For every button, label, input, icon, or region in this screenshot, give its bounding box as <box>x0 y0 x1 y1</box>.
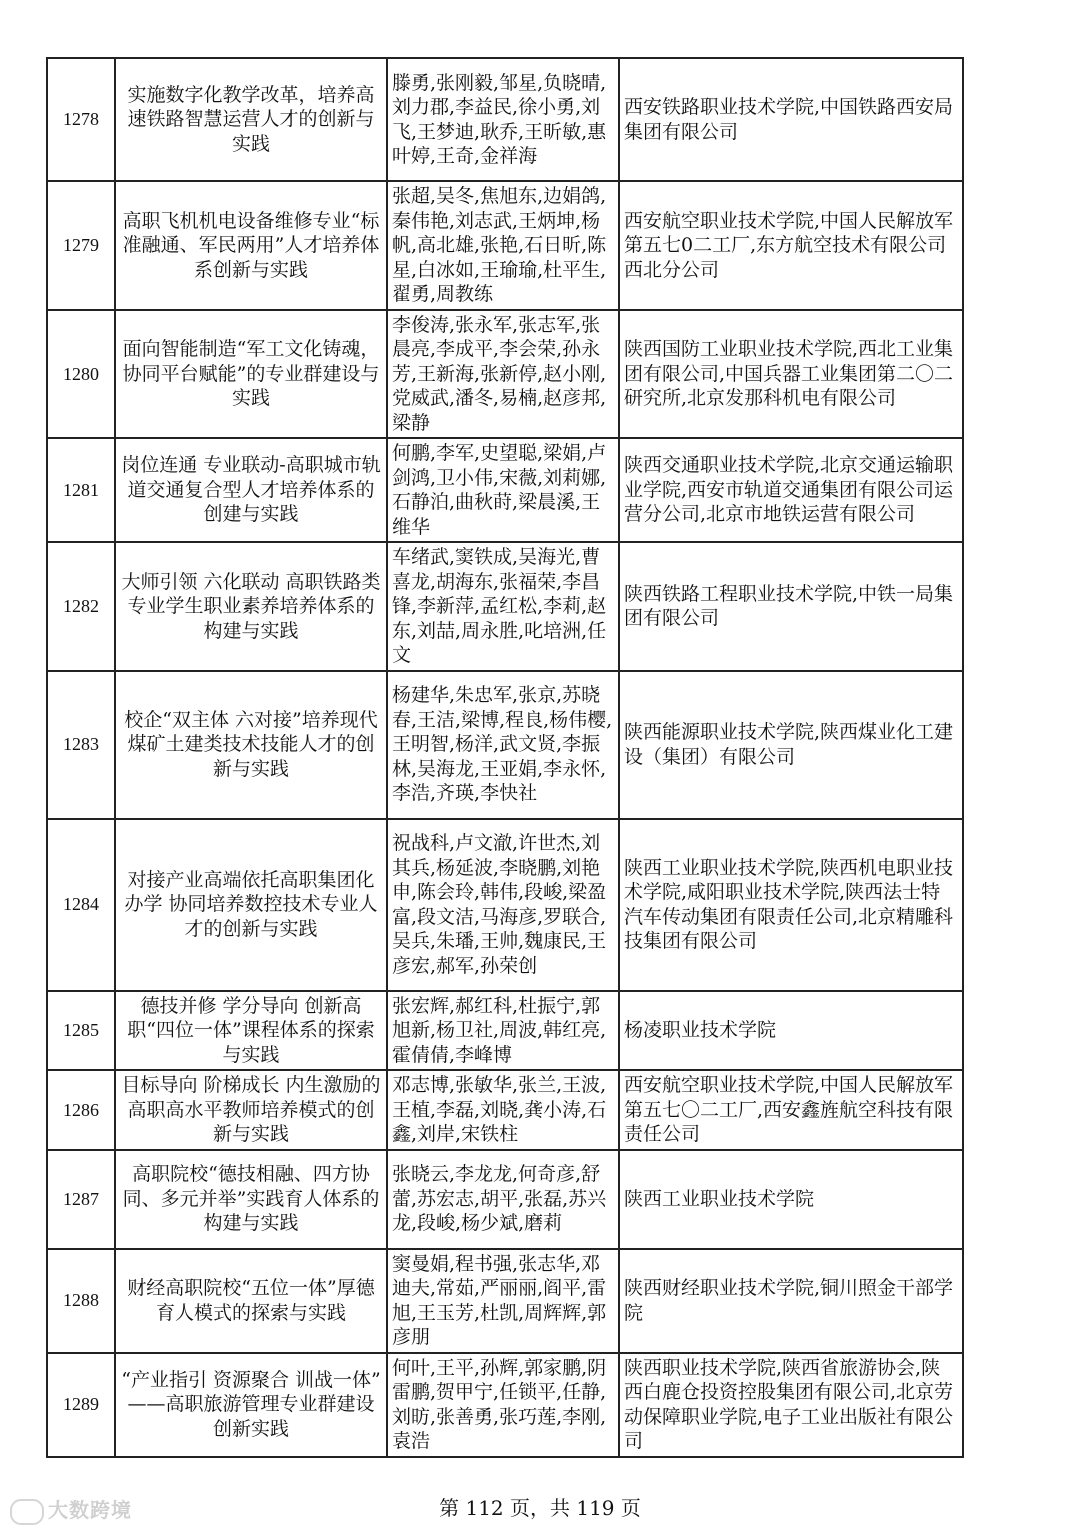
institution-list: 陕西能源职业技术学院,陕西煤业化工建设（集团）有限公司 <box>619 671 963 819</box>
author-list: 何鹏,李军,史望聪,梁娟,卢剑鸿,卫小伟,宋薇,刘莉娜,石静泊,曲秋莳,梁晨溪,王维华 <box>387 438 619 542</box>
author-list: 杨建华,朱忠军,张京,苏晓春,王洁,梁博,程良,杨伟樱,王明智,杨洋,武文贤,李振林,吴海龙,王亚娟,李永怀,李浩,齐瑛,李快社 <box>387 671 619 819</box>
row-number: 1283 <box>47 671 115 819</box>
author-list: 邓志博,张敏华,张兰,王波,王植,李磊,刘晓,龚小涛,石鑫,刘岸,宋铁柱 <box>387 1070 619 1150</box>
results-table <box>46 57 964 1458</box>
row-number: 1289 <box>47 1353 115 1457</box>
watermark-text: 大数跨境 <box>48 1498 132 1522</box>
project-title: 大师引领 六化联动 高职铁路类专业学生职业素养培养体系的构建与实践 <box>115 542 387 671</box>
table-row <box>47 310 963 439</box>
row-number: 1281 <box>47 438 115 542</box>
row-number: 1287 <box>47 1150 115 1249</box>
institution-list: 陕西工业职业技术学院 <box>619 1150 963 1249</box>
institution-list: 陕西铁路工程职业技术学院,中铁一局集团有限公司 <box>619 542 963 671</box>
author-list: 滕勇,张刚毅,邹星,负晓晴,刘力郡,李益民,徐小勇,刘飞,王梦迪,耿乔,王昕敏,惠叶婷,王奇,金祥海 <box>387 58 619 181</box>
project-title: 校企“双主体 六对接”培养现代煤矿土建类技术技能人才的创新与实践 <box>115 671 387 819</box>
row-number: 1288 <box>47 1249 115 1353</box>
row-number: 1280 <box>47 310 115 439</box>
project-title: “产业指引 资源聚合 训战一体” ——高职旅游管理专业群建设创新实践 <box>115 1353 387 1457</box>
author-list: 李俊涛,张永军,张志军,张晨亮,李成平,李会荣,孙永芳,王新海,张新停,赵小刚,党威武,潘冬,易楠,赵彦邦,梁静 <box>387 310 619 439</box>
page-footer: 第 112 页，共 119 页 <box>439 1496 641 1520</box>
institution-list: 陕西职业技术学院,陕西省旅游协会,陕西白鹿仓投资控股集团有限公司,北京劳动保障职业学院,电子工业出版社有限公司 <box>619 1353 963 1457</box>
author-list: 张超,吴冬,焦旭东,边娟鸽,秦伟艳,刘志武,王炳坤,杨帆,高北雄,张艳,石日昕,陈星,白冰如,王瑜瑜,杜平生,翟勇,周教练 <box>387 181 619 310</box>
author-list: 张宏辉,郝红科,杜振宁,郭旭新,杨卫社,周波,韩红亮,霍倩倩,李峰博 <box>387 991 619 1071</box>
table-row <box>47 1070 963 1150</box>
table-row <box>47 438 963 542</box>
table-row <box>47 1249 963 1353</box>
project-title: 岗位连通 专业联动-高职城市轨道交通复合型人才培养体系的创建与实践 <box>115 438 387 542</box>
project-title: 德技并修 学分导向 创新高职“四位一体”课程体系的探索与实践 <box>115 991 387 1071</box>
table-row <box>47 671 963 819</box>
institution-list: 西安航空职业技术学院,中国人民解放军第五七〇二工厂,西安鑫旌航空科技有限责任公司 <box>619 1070 963 1150</box>
project-title: 面向智能制造“军工文化铸魂，协同平台赋能”的专业群建设与实践 <box>115 310 387 439</box>
row-number: 1279 <box>47 181 115 310</box>
project-title: 高职飞机机电设备维修专业“标准融通、军民两用”人才培养体系创新与实践 <box>115 181 387 310</box>
author-list: 窦曼娟,程书强,张志华,邓迪夫,常茹,严丽丽,阎平,雷旭,王玉芳,杜凯,周辉辉,郭彦朋 <box>387 1249 619 1353</box>
table-row <box>47 819 963 991</box>
table-row <box>47 1353 963 1457</box>
author-list: 张晓云,李龙龙,何奇彦,舒蕾,苏宏志,胡平,张磊,苏兴龙,段峻,杨少斌,磨莉 <box>387 1150 619 1249</box>
row-number: 1285 <box>47 991 115 1071</box>
institution-list: 西安铁路职业技术学院,中国铁路西安局集团有限公司 <box>619 58 963 181</box>
row-number: 1282 <box>47 542 115 671</box>
author-list: 车绪武,窦铁成,吴海光,曹喜龙,胡海东,张福荣,李昌锋,李新萍,孟红松,李莉,赵东,刘喆,周永胜,叱培洲,任文 <box>387 542 619 671</box>
table-row <box>47 181 963 310</box>
institution-list: 陕西工业职业技术学院,陕西机电职业技术学院,咸阳职业技术学院,陕西法士特汽车传动集团有限责任公司,北京精雕科技集团有限公司 <box>619 819 963 991</box>
institution-list: 西安航空职业技术学院,中国人民解放军第五七0二工厂,东方航空技术有限公司西北分公司 <box>619 181 963 310</box>
row-number: 1284 <box>47 819 115 991</box>
table-row <box>47 991 963 1071</box>
project-title: 目标导向 阶梯成长 内生激励的高职高水平教师培养模式的创新与实践 <box>115 1070 387 1150</box>
author-list: 祝战科,卢文澈,许世杰,刘其兵,杨延波,李晓鹏,刘艳申,陈会玲,韩伟,段峻,梁盈富,段文洁,马海彦,罗联合,吴兵,朱璠,王帅,魏康民,王彦宏,郝军,孙荣创 <box>387 819 619 991</box>
project-title: 高职院校“德技相融、四方协同、多元并举”实践育人体系的构建与实践 <box>115 1150 387 1249</box>
project-title: 财经高职院校“五位一体”厚德育人模式的探索与实践 <box>115 1249 387 1353</box>
row-number: 1278 <box>47 58 115 181</box>
row-number: 1286 <box>47 1070 115 1150</box>
institution-list: 陕西交通职业技术学院,北京交通运输职业学院,西安市轨道交通集团有限公司运营分公司,北京市地铁运营有限公司 <box>619 438 963 542</box>
institution-list: 杨凌职业技术学院 <box>619 991 963 1071</box>
institution-list: 陕西财经职业技术学院,铜川照金干部学院 <box>619 1249 963 1353</box>
table-row <box>47 58 963 181</box>
table-row <box>47 542 963 671</box>
table-row <box>47 1150 963 1249</box>
author-list: 何叶,王平,孙辉,郭家鹏,阴雷鹏,贺甲宁,任锁平,任静,刘昉,张善勇,张巧莲,李刚,袁浩 <box>387 1353 619 1457</box>
institution-list: 陕西国防工业职业技术学院,西北工业集团有限公司,中国兵器工业集团第二〇二研究所,北京发那科机电有限公司 <box>619 310 963 439</box>
project-title: 实施数字化教学改革，培养高速铁路智慧运营人才的创新与实践 <box>115 58 387 181</box>
project-title: 对接产业高端依托高职集团化办学 协同培养数控技术专业人才的创新与实践 <box>115 819 387 991</box>
